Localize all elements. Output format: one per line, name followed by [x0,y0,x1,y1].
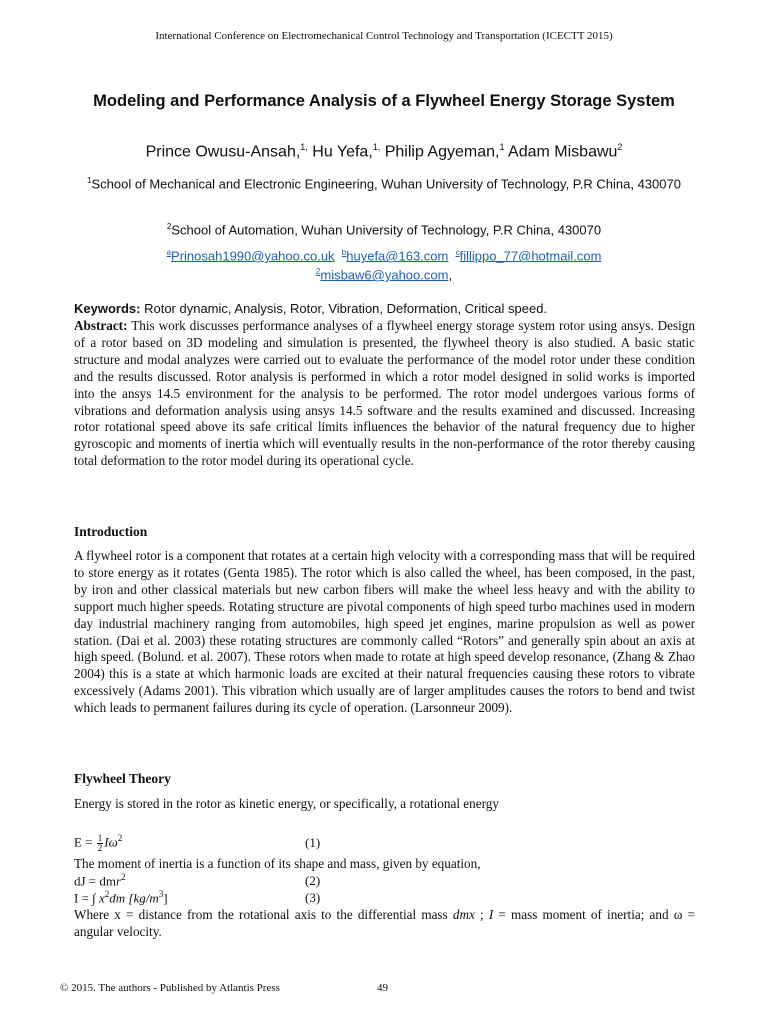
email-sup: 2 [315,267,321,276]
equation-3: I = ∫ $x^2dm$ $[kg/m^3]$ [74,889,168,906]
author-name: Philip Agyeman, [384,143,500,161]
email-link[interactable]: fillippo_77@hotmail.com [459,248,602,264]
author-name: Hu Yefa, [312,143,373,161]
affiliation-2 [60,217,708,240]
equation-1: E = $\frac{1}{2}$ $I\omega^2$ [74,832,123,853]
author-sup: 1, [372,142,381,152]
abstract-text: This work discusses performance analyses of a flywheel energy storage system rotor using ansys. Design of a rotor based on 3D modeling and simulation is presented, the flywheel theory is also studied. A basic static structure and modal analyzes were carried out to evaluate the performance of the model rotor under these condition and the results discussed. Rotor analysis is performed in which a rotor model designed in solid works is imported into the ansys 14.5 environment for the analysis to be performed. The rotor model undergoes various forms of vibrations and deformation analysis using ansys 14.5 software and the results examined and discussed. Increasing rotor rotational speed above its safe critical limits influences the behavior of the natural frequency due to higher gyroscopic and moments of inertia which will eventually results in the non-performance of the rotor thereby causing total deformation to the rotor model during its operational cycle. [74,318,695,469]
paper-title: Modeling and Performance Analysis of a Flywheel Energy Storage System [93,92,675,110]
affiliation-text: School of Mechanical and Electronic Engineering, Wuhan University of Technology, P.R China, 430070 [91,176,681,192]
email-trailing: , [448,267,453,283]
equation-2: dJ = dmr$^2$ [74,872,126,889]
author-list [40,142,728,161]
email-line-2 [60,262,708,284]
author-sup: 1 [499,142,505,152]
affiliation-sup: 2 [166,222,172,231]
footer-copyright: © 2015. The authors - Published by Atlantis Press [60,982,280,994]
where-paragraph: Where x = distance from the rotational axis to the differential mass dmx ; I = mass moment of inertia; and ω = angular velocity. [74,907,696,939]
fraction: $\frac{1}{2}$ [97,832,103,853]
abstract [74,318,695,470]
keywords-label: Keywords: [74,301,141,316]
email-link[interactable]: Prinosah1990@yahoo.co.uk [171,248,335,264]
email-sup: a [166,248,172,257]
author-sup: 1, [300,142,308,152]
author-name: Prince Owusu-Ansah, [145,143,301,161]
affiliation-text: School of Automation, Wuhan University of Technology, P.R China, 430070 [171,222,602,238]
page-number: 49 [377,982,388,994]
affiliation-sup: 1 [87,176,92,185]
equation-number: (1) [305,835,321,850]
section-heading-introduction: Introduction [74,524,148,539]
keywords [74,301,695,316]
keywords-text: Rotor dynamic, Analysis, Rotor, Vibration, Deformation, Critical speed. [144,301,548,316]
section-heading-flywheel-theory: Flywheel Theory [74,771,171,786]
affiliation-1 [60,171,708,194]
email-sup: b [341,248,347,257]
moment-text: The moment of inertia is a function of its shape and mass, given by equation, [74,856,481,871]
flywheel-paragraph: Energy is stored in the rotor as kinetic energy, or specifically, a rotational energy [74,796,499,811]
email-link[interactable]: huyefa@163.com [346,248,449,264]
author-name: Adam Misbawu [508,143,618,161]
email-link[interactable]: misbaw6@yahoo.com [320,267,449,283]
equation-number: (3) [305,890,321,905]
abstract-label: Abstract: [74,318,128,333]
email-sup: c [455,248,460,257]
equation-number: (2) [305,873,321,888]
introduction-paragraph: A flywheel rotor is a component that rotates at a certain high velocity with a corresponding mass that will be required to store energy as it rotates (Genta 1985). The rotor which is also called the wheel, has been composed, in the past, by iron and other classical materials but new carbon fibers will make the wheel less heavy and with the ability to support much higher speeds. Rotating structure are pivotal components of high speed turbo machines used in modern day industrial machinery ranging from automobiles, high speed jet engines, marine propulsion as well as power station. (Dai et al. 2003) these rotating structures are commonly called “Rotors” and generally spin about an axis at high speed. (Bolund. et al. 2007). These rotors when made to rotate at high speed develop resonance, (Zhang & Zhao 2004) this is a state at which harmonic loads are excited at their natural frequencies causing these rotors to vibrate excessively (Adams 2001). This vibration which usually are of larger amplitudes causes the rotors to bend and twist which leads to permanent failures during its cycle of operation. (Larsonneur 2009). [74,548,695,716]
conference-header: International Conference on Electromechanical Control Technology and Transportation (ICECTT 2015) [155,30,613,42]
author-sup: 2 [617,142,623,152]
